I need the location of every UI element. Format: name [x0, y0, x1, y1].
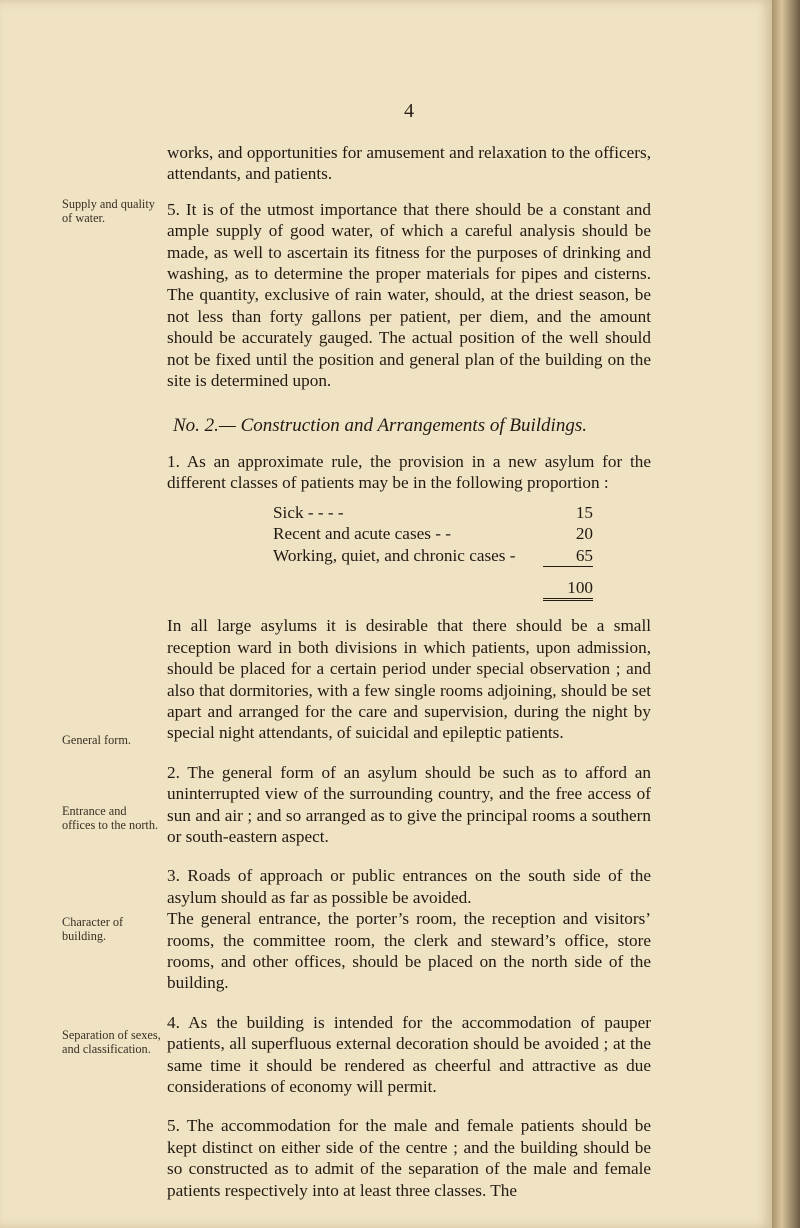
margin-note-entrance: Entrance and offices to the north.	[62, 804, 159, 832]
page-edge	[772, 0, 800, 1228]
margin-note-character: Character of building.	[62, 915, 124, 943]
row-label: Working, quiet, and chronic cases -	[273, 545, 516, 565]
margin-note-separation: Separation of sexes, and classification.	[62, 1028, 161, 1056]
paragraph-separation: 5. The accommodation for the male and female patients should be kept distinct on either side of the centre ; and the building should be so constructed as to admit of the separation of the male and female patients respectively into at least three classes. The	[167, 1116, 651, 1200]
paragraph-roads: 3. Roads of approach or public entrances on the south side of the asylum should as far as possible be avoided.	[167, 866, 651, 907]
table-total-row	[273, 577, 593, 600]
paragraph-entrance: The general entrance, the porter’s room, the reception and visitors’ rooms, the committee room, the clerk and steward’s office, store rooms, and other offices, should be placed on the north side of the building.	[167, 909, 651, 993]
paragraph-proportion: 1. As an approximate rule, the provision in a new asylum for the different classes of patients may be in the following proportion :	[167, 451, 651, 493]
total-value: 100	[567, 577, 593, 597]
row-value: 15	[575, 502, 593, 522]
page-number: 4	[404, 100, 414, 122]
paragraph-general-form: 2. The general form of an asylum should be such as to afford an uninterrupted view of the surrounding country, and the free access of sun and air ; and so arranged as to give the principal rooms a southern or south-eastern aspect.	[167, 762, 651, 846]
table-row	[273, 545, 593, 567]
row-value: 65	[575, 545, 593, 565]
row-label: Recent and acute cases - -	[273, 524, 451, 544]
table-row	[273, 523, 593, 544]
body-text	[167, 142, 651, 1201]
paragraph-water-supply: 5. It is of the utmost importance that there should be a constant and ample supply of good water, of which a careful analysis should be made, as well to ascertain its fitness for the purposes of drinking and washing, as to determine the proper materials for pipes and cisterns. The quantity, exclusive of rain water, should, at the driest season, be not less than forty gallons per patient, per diem, and the amount should be accurately gauged. The actual position of the well should not be fixed until the position and general plan of the building on the site is determined upon.	[167, 199, 651, 391]
row-value: 20	[575, 524, 593, 544]
margin-note-general-form: General form.	[62, 733, 131, 747]
margin-note-water: Supply and quality of water.	[62, 197, 155, 225]
row-label: Sick - - - -	[273, 502, 344, 522]
table-row	[273, 502, 593, 523]
section-heading: No. 2.— Construction and Arrangements of Buildings.	[173, 415, 587, 437]
paragraph-continued: works, and opportunities for amusement and relaxation to the officers, attendants, and patients.	[167, 143, 651, 184]
paragraph-character: 4. As the building is intended for the accommodation of pauper patients, all superfluous external decoration should be avoided ; at the same time it should be rendered as cheerful and attractive as due considerations of economy will permit.	[167, 1012, 651, 1097]
paragraph-reception-ward: In all large asylums it is desirable that there should be a small reception ward in both divisions in which patients, upon admission, should be placed for a certain period under special observation ; and also that dormitories, with a few single rooms adjoining, should be set apart and arranged for the care and supervision, during the night by special night attendants, of suicidal and epileptic patients.	[167, 616, 651, 743]
proportion-table	[273, 502, 593, 608]
